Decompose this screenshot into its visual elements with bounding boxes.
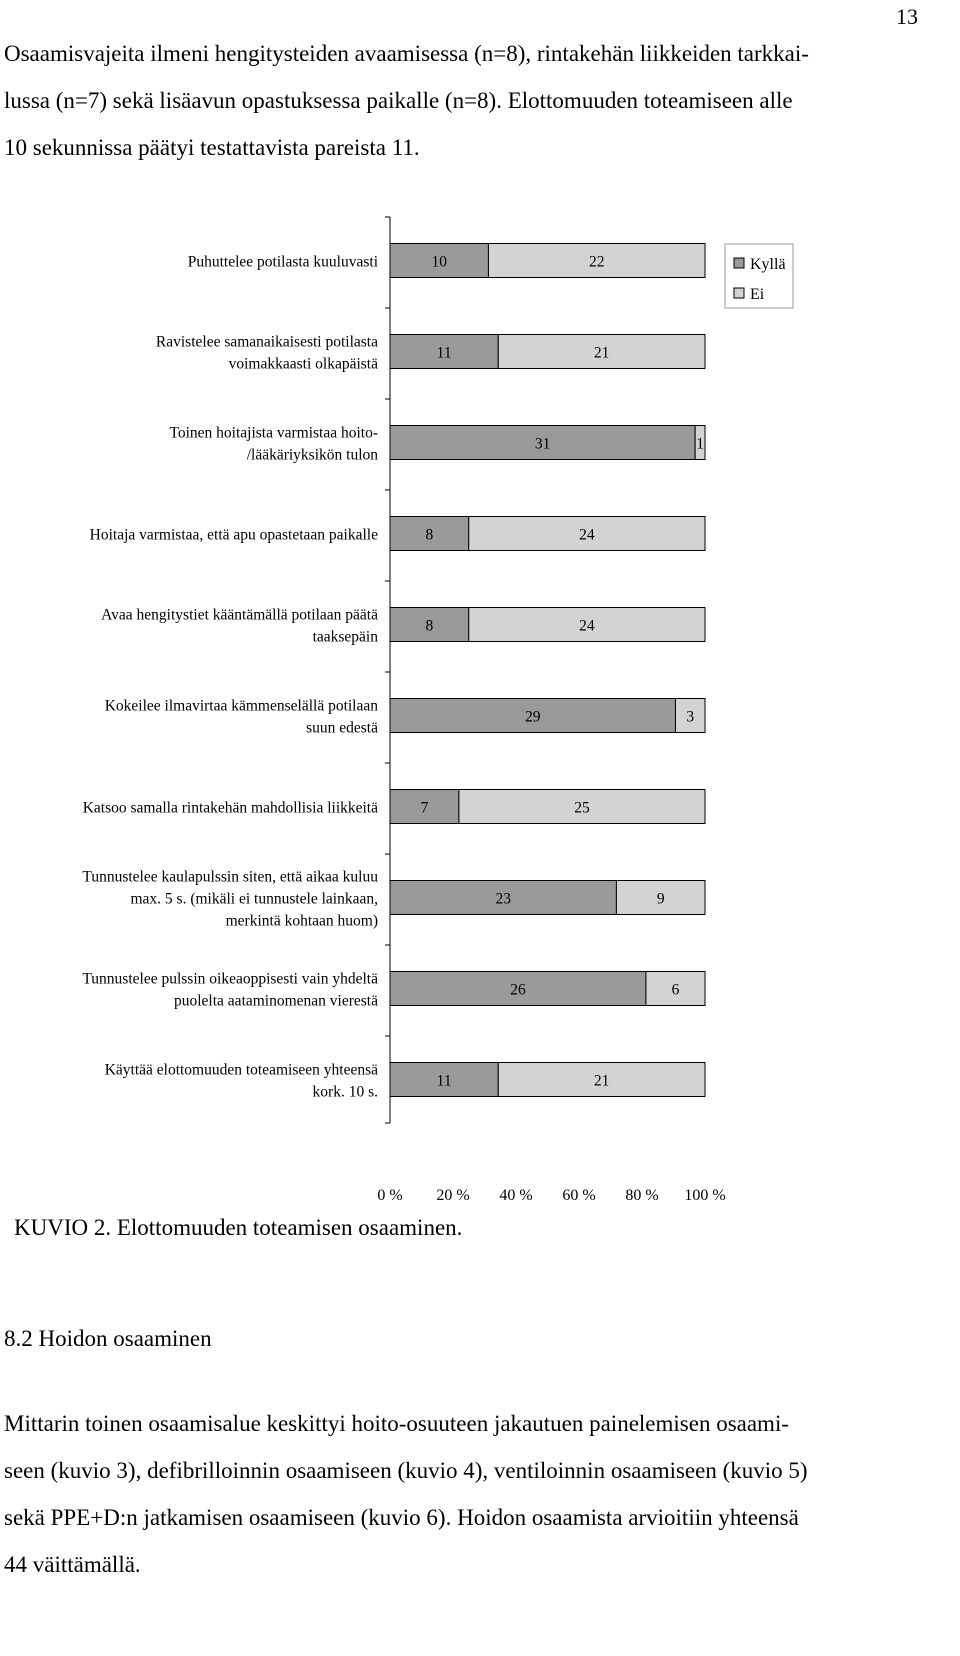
data-label: 8 xyxy=(425,617,434,635)
body-paragraph xyxy=(4,1400,950,1588)
x-tick-label: 100 % xyxy=(684,1187,726,1204)
data-label: 25 xyxy=(574,799,590,817)
data-label: 22 xyxy=(588,253,605,271)
data-label: 9 xyxy=(656,890,665,908)
legend-entry: Kyllä xyxy=(750,256,786,273)
data-label: 3 xyxy=(686,708,695,726)
category-label: Käyttää elottomuuden toteamiseen yhteensä xyxy=(104,1061,378,1079)
x-tick-label: 20 % xyxy=(436,1187,470,1204)
data-label: 6 xyxy=(671,981,680,999)
category-label: puolelta aataminomenan vierestä xyxy=(174,992,378,1010)
stacked-bar-chart xyxy=(0,200,960,1204)
data-label: 26 xyxy=(510,981,526,999)
body-line: sekä PPE+D:n jatkamisen osaamiseen (kuvio 6). Hoidon osaamista arvioitiin yhteensä xyxy=(4,1505,799,1530)
data-label: 1 xyxy=(696,435,704,453)
data-label: 7 xyxy=(420,799,429,817)
category-label: Hoitaja varmistaa, että apu opastetaan paikalle xyxy=(89,526,378,544)
category-label: Avaa hengitystiet kääntämällä potilaan päätä xyxy=(101,606,378,624)
data-label: 31 xyxy=(534,435,551,453)
data-label: 24 xyxy=(579,617,595,635)
data-label: 29 xyxy=(524,708,541,726)
legend-swatch xyxy=(734,258,744,268)
data-label: 21 xyxy=(593,344,610,362)
legend-entry: Ei xyxy=(750,286,765,303)
data-label: 10 xyxy=(431,253,447,271)
body-line: seen (kuvio 3), defibrilloinnin osaamiseen (kuvio 4), ventiloinnin osaamiseen (kuvio 5) xyxy=(4,1458,808,1483)
page-number: 13 xyxy=(896,4,918,29)
data-label: 11 xyxy=(436,1072,452,1090)
category-label: Katsoo samalla rintakehän mahdollisia liikkeitä xyxy=(82,799,378,817)
x-tick-label: 40 % xyxy=(499,1187,533,1204)
x-tick-label: 80 % xyxy=(625,1187,659,1204)
x-tick-label: 0 % xyxy=(377,1187,403,1204)
data-label: 21 xyxy=(593,1072,610,1090)
category-label: voimakkaasti olkapäistä xyxy=(228,355,378,373)
data-label: 8 xyxy=(425,526,434,544)
category-label: Toinen hoitajista varmistaa hoito- xyxy=(169,424,378,442)
x-tick-label: 60 % xyxy=(562,1187,596,1204)
category-label: Kokeilee ilmavirtaa kämmenselällä potilaan xyxy=(104,697,378,715)
figure-caption: KUVIO 2. Elottomuuden toteamisen osaaminen. xyxy=(14,1215,463,1240)
category-label: Ravistelee samanaikaisesti potilasta xyxy=(155,333,378,351)
intro-line: lussa (n=7) sekä lisäavun opastuksessa paikalle (n=8). Elottomuuden toteamiseen alle xyxy=(4,88,793,113)
legend-swatch xyxy=(734,288,744,298)
category-label: Puhuttelee potilasta kuuluvasti xyxy=(187,253,378,271)
intro-line: Osaamisvajeita ilmeni hengitysteiden avaamisessa (n=8), rintakehän liikkeiden tarkkai- xyxy=(4,41,809,66)
category-label: merkintä kohtaan huom) xyxy=(225,912,378,930)
body-line: Mittarin toinen osaamisalue keskittyi hoito-osuuteen jakautuen painelemisen osaami- xyxy=(4,1411,789,1436)
category-label: kork. 10 s. xyxy=(312,1083,378,1101)
category-label: max. 5 s. (mikäli ei tunnustele lainkaan, xyxy=(130,890,378,908)
data-label: 23 xyxy=(495,890,511,908)
category-label: suun edestä xyxy=(306,719,378,737)
category-label: Tunnustelee kaulapulssin siten, että aikaa kuluu xyxy=(82,868,378,886)
intro-line: 10 sekunnissa päätyi testattavista pareista 11. xyxy=(4,135,420,160)
data-label: 24 xyxy=(579,526,595,544)
category-label: /lääkäriyksikön tulon xyxy=(246,446,378,464)
section-heading: 8.2 Hoidon osaaminen xyxy=(4,1326,212,1351)
intro-paragraph xyxy=(4,30,950,171)
data-label: 11 xyxy=(436,344,452,362)
category-label: Tunnustelee pulssin oikeaoppisesti vain yhdeltä xyxy=(82,970,378,988)
category-label: taaksepäin xyxy=(312,628,378,646)
body-line: 44 väittämällä. xyxy=(4,1552,141,1577)
